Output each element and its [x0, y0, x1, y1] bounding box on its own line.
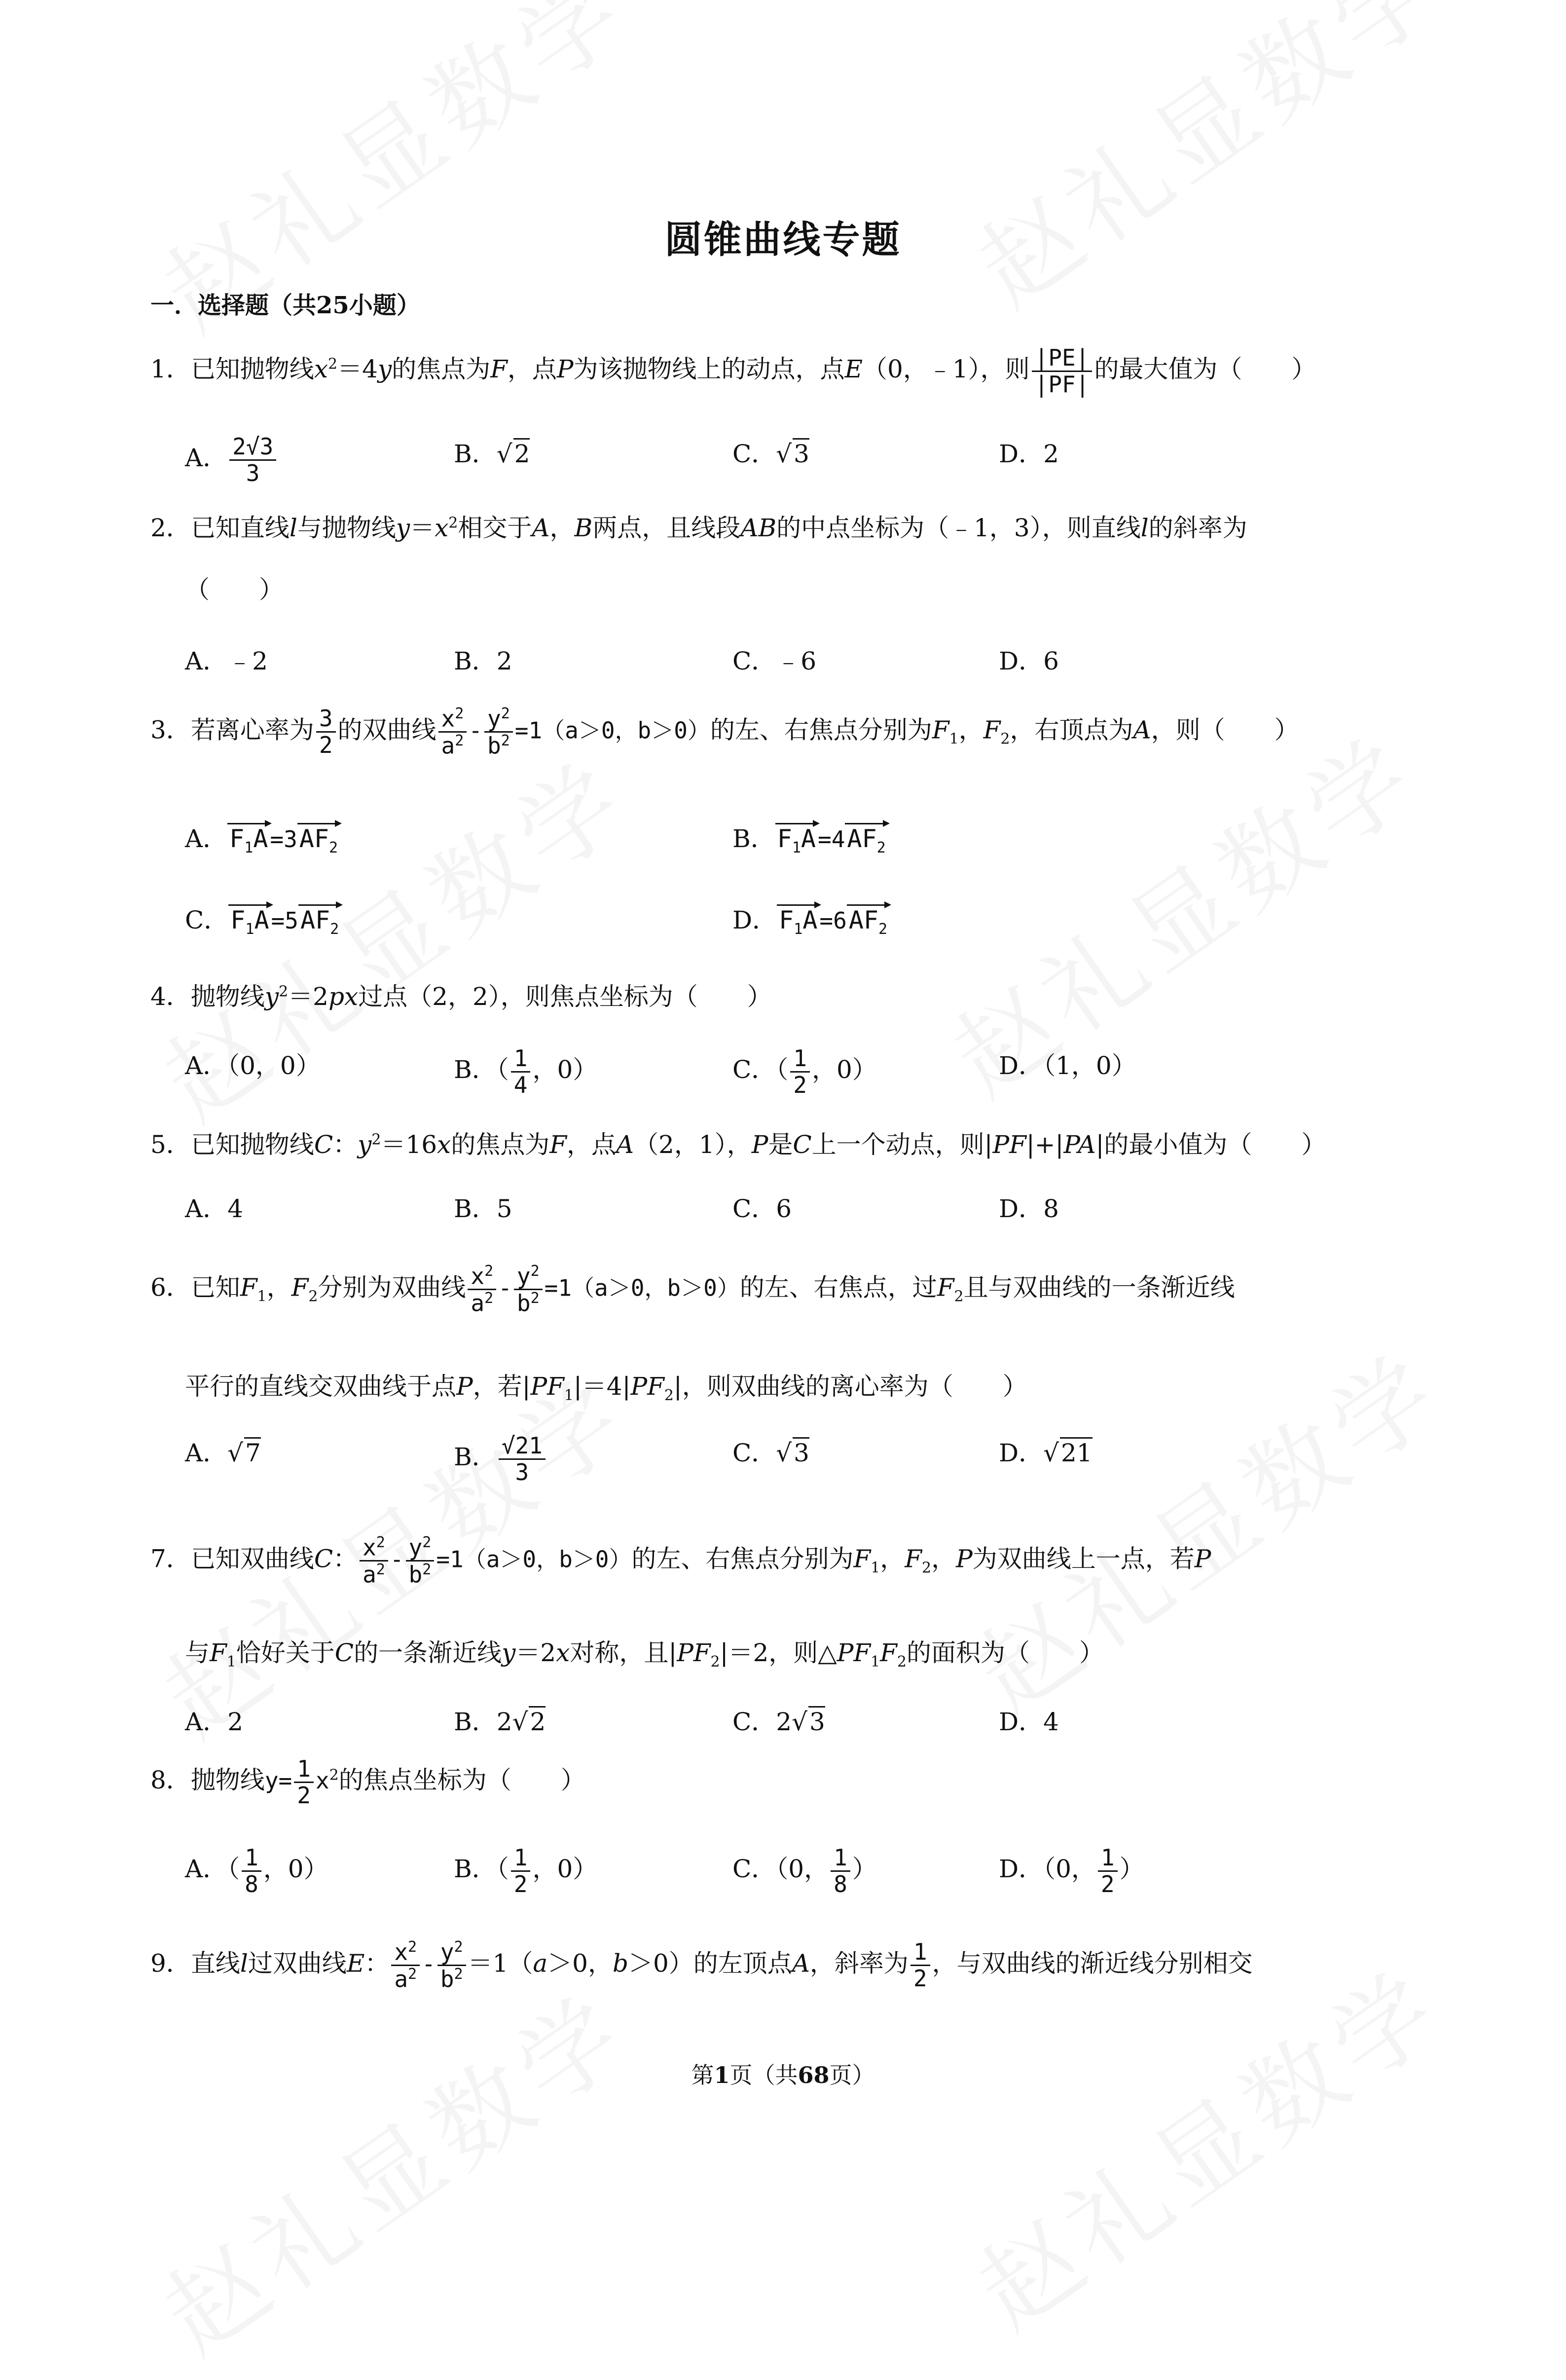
- q-var: px: [328, 982, 359, 1011]
- fraction: [294, 1756, 314, 1808]
- paren: ，0）: [263, 1855, 328, 1884]
- question-number: 8．: [150, 1766, 191, 1795]
- vector-f1a: $F_1A$: [777, 904, 819, 938]
- q-text: ＝: [410, 514, 435, 542]
- q-var: PF: [677, 1638, 711, 1667]
- fraction-y2-b2: $\frac{y^2}{b^2}$: [514, 1263, 543, 1316]
- q-var: b: [612, 1949, 628, 1978]
- option-label: C．: [732, 1055, 776, 1084]
- option-coef: =3: [270, 826, 297, 853]
- q-text: 与抛物线: [297, 514, 396, 542]
- q-var: F: [240, 1273, 257, 1302]
- question-1: [150, 345, 1433, 397]
- sqrt-value: 7: [244, 1437, 261, 1467]
- option-coef: =6: [819, 907, 847, 934]
- fraction-denominator: b: [487, 732, 501, 759]
- option-d[interactable]: D．8: [999, 1194, 1059, 1223]
- q-text: |＝2，则△: [720, 1638, 837, 1667]
- q-text: 为双曲线上一点，若: [972, 1544, 1195, 1573]
- q-text: ，: [266, 1273, 291, 1302]
- q-var: F: [905, 1544, 922, 1573]
- q-var: PF: [837, 1638, 871, 1667]
- fraction-denominator: 2: [319, 731, 333, 758]
- q-var: A: [616, 1130, 634, 1159]
- fraction-numerator: 1: [511, 1046, 531, 1073]
- q-var: F: [880, 1638, 897, 1667]
- fraction-slope: [910, 1939, 930, 1991]
- page-footer: [0, 2057, 1566, 2090]
- option-b[interactable]: B．2: [454, 647, 512, 675]
- q-text: 对称，且|: [570, 1638, 677, 1667]
- q-text: 分别为双曲线: [318, 1273, 466, 1302]
- q-var: PF: [530, 1372, 564, 1401]
- q-var: P: [1194, 1544, 1211, 1573]
- fraction-y2-b2: $\frac{y^2}{b^2}$: [437, 1939, 466, 1992]
- q-text: 已知双曲线: [190, 1544, 314, 1573]
- paren: （: [496, 1855, 509, 1884]
- q-var: F: [983, 715, 1001, 744]
- sqrt-coef: 2: [496, 1708, 512, 1736]
- q-var: F: [210, 1638, 227, 1667]
- q-var: F: [853, 1544, 871, 1573]
- fraction-numerator: 1: [294, 1756, 314, 1783]
- question-2-line2: （ ）: [185, 575, 284, 604]
- q-text: |，则双曲线的离心率为（ ）: [673, 1372, 1027, 1401]
- q-text: 的斜率为: [1148, 514, 1247, 542]
- q-var: AB: [740, 514, 777, 542]
- q-text: 的一条渐近线: [354, 1638, 502, 1667]
- q-text: 已知直线: [190, 514, 290, 542]
- fraction-numerator: 2√3: [229, 434, 276, 461]
- option-a[interactable]: A．﹣2: [185, 647, 268, 675]
- q-var: P: [956, 1544, 973, 1573]
- q-var: y: [502, 1638, 516, 1667]
- question-6-line2: 平行的直线交双曲线于点P，若$|PF_1|=4|PF_2|$，则双曲线的离心率为（ ）: [185, 1372, 1027, 1404]
- q-text: ，右顶点为: [1010, 715, 1133, 744]
- paren: （0，: [776, 1855, 829, 1884]
- q-var: y: [396, 514, 410, 542]
- q-var: PF: [992, 1130, 1026, 1159]
- q-text: ，点: [566, 1130, 616, 1159]
- fraction-numerator: √21: [499, 1433, 546, 1460]
- fraction-numerator: 3: [316, 706, 336, 733]
- q-var: F: [291, 1273, 309, 1302]
- q-text: 已知: [190, 1273, 240, 1302]
- paren: ，0）: [532, 1055, 598, 1084]
- vector-f1a: $F_1A$: [228, 904, 271, 938]
- option-c[interactable]: C．2√3: [732, 1702, 825, 1738]
- vector-af2: $AF_2$: [847, 904, 889, 938]
- fraction-denominator: 2: [1100, 1870, 1115, 1897]
- option-a[interactable]: [185, 819, 340, 856]
- option-b[interactable]: [454, 1046, 597, 1097]
- footer-text: 页）: [829, 2062, 875, 2088]
- q-text: 的双曲线: [337, 715, 437, 744]
- q-var: x: [437, 1130, 451, 1159]
- q-text: 的左、右焦点，过: [739, 1273, 937, 1302]
- q-operator: -: [469, 717, 482, 744]
- paren: （0，: [1043, 1855, 1096, 1884]
- q-text: ，则（ ）: [1151, 715, 1299, 744]
- q-text: 上一个动点，则|: [811, 1130, 993, 1159]
- q-sup: 2: [329, 1766, 339, 1784]
- option-d[interactable]: D．4: [999, 1708, 1059, 1736]
- q-text: |+|: [1026, 1130, 1064, 1159]
- q-text: 平行的直线交双曲线于点: [185, 1372, 456, 1401]
- fraction-x2-a2: $\frac{x^2}{a^2}$: [468, 1263, 496, 1316]
- q-text: 抛物线: [190, 982, 265, 1011]
- page-title: 圆锥曲线专题: [664, 218, 902, 261]
- fraction-denominator: 2: [297, 1782, 311, 1809]
- fraction-numerator: 1: [910, 1939, 930, 1966]
- fraction: [229, 434, 276, 485]
- sqrt-coef: 2: [776, 1708, 792, 1736]
- section-heading: [150, 286, 420, 320]
- sqrt-value: 3: [808, 1706, 825, 1736]
- question-number: 2．: [150, 514, 191, 542]
- option-b[interactable]: [454, 1433, 547, 1485]
- q-var: F: [490, 355, 508, 384]
- q-var: A: [532, 514, 550, 542]
- q-text: （2，1），: [634, 1130, 752, 1159]
- sqrt-value: 3: [793, 1437, 809, 1467]
- question-number: 5．: [150, 1130, 191, 1159]
- fraction: [242, 1845, 261, 1897]
- fraction: [511, 1845, 531, 1897]
- sqrt-value: 21: [1060, 1437, 1093, 1467]
- q-var: l: [1140, 514, 1149, 542]
- fraction: [831, 1845, 850, 1897]
- q-text: 与: [185, 1638, 210, 1667]
- fraction-denominator: 8: [834, 1870, 847, 1897]
- q-text: 的焦点坐标为（ ）: [338, 1766, 585, 1795]
- vector-f1a: $F_1A$: [775, 823, 818, 856]
- option-a[interactable]: [185, 1845, 328, 1897]
- q-var: l: [240, 1949, 248, 1978]
- q-var: C: [793, 1130, 812, 1159]
- fraction-pe-pf: [1032, 345, 1093, 397]
- paren: （: [496, 1055, 509, 1084]
- q-var: C: [314, 1544, 333, 1573]
- paren: （: [776, 1055, 789, 1084]
- q-text: 的最大值为（ ）: [1094, 355, 1316, 384]
- option-label: A．: [185, 444, 228, 473]
- sqrt-value: 2: [513, 438, 530, 468]
- fraction-numerator: 1: [1098, 1845, 1118, 1872]
- q-text: ，若|: [473, 1372, 531, 1401]
- q-var: x: [315, 1767, 329, 1794]
- option-label: C．: [185, 906, 229, 934]
- q-text: 已知抛物线: [190, 355, 314, 384]
- q-text: ，斜率为: [809, 1949, 909, 1978]
- paren: ）: [1119, 1855, 1144, 1884]
- question-8: [150, 1756, 1433, 1808]
- fraction-numerator: |PE|: [1032, 345, 1093, 372]
- q-equation: =1（a＞0，b＞0）: [514, 717, 710, 744]
- question-number: 4．: [150, 982, 191, 1011]
- q-text: 直线: [190, 1949, 240, 1978]
- q-text: 相交于: [458, 514, 532, 542]
- fraction: [499, 1433, 546, 1485]
- q-text: ＝16: [381, 1130, 437, 1159]
- option-label: D．: [732, 906, 777, 934]
- q-text: 已知抛物线: [190, 1130, 314, 1159]
- q-text: ＝2: [515, 1638, 556, 1667]
- option-d[interactable]: D．6: [999, 647, 1059, 675]
- q-var: l: [289, 514, 297, 542]
- q-text: 抛物线: [190, 1766, 265, 1795]
- fraction-denominator: 2: [913, 1965, 927, 1992]
- q-text: 的左、右焦点分别为: [631, 1544, 854, 1573]
- paren: ，0）: [811, 1055, 877, 1084]
- option-d[interactable]: D．（1，0）: [999, 1051, 1136, 1080]
- option-label: C．: [732, 440, 776, 468]
- q-text: 的焦点为: [451, 1130, 550, 1159]
- q-text: ：: [333, 1544, 358, 1573]
- fraction: [511, 1046, 531, 1097]
- option-c[interactable]: [185, 900, 341, 938]
- q-text: 的面积为（ ）: [906, 1638, 1104, 1667]
- option-d[interactable]: D．2: [999, 440, 1059, 468]
- fraction-x2-a2: $\frac{x^2}{a^2}$: [391, 1939, 420, 1992]
- option-label: B．: [454, 1443, 497, 1472]
- q-var: C: [314, 1130, 333, 1159]
- fraction-denominator: 3: [515, 1458, 529, 1486]
- option-label: B．: [732, 824, 775, 853]
- q-text: 恰好关于: [236, 1638, 335, 1667]
- option-a[interactable]: [185, 434, 278, 485]
- fraction-numerator: 1: [790, 1046, 810, 1073]
- q-text: 的左、右焦点分别为: [710, 715, 932, 744]
- q-text: （0，﹣1），则: [863, 355, 1030, 384]
- option-label: A．: [185, 824, 228, 853]
- q-equation: =1（a＞0，b＞0）: [436, 1546, 632, 1573]
- question-number: 9．: [150, 1949, 191, 1978]
- question-3: 3．若离心率为 $\frac{3}{2}$ 的双曲线 $\frac{x^2}{a^2}$ - $\frac{y^2}{b^2}$ =1（a＞0，b＞0）的左、右焦点分别为$F_1$，$F_2$，右顶点为A，则（ ）: [150, 705, 1299, 759]
- question-number: 7．: [150, 1544, 191, 1573]
- q-text: ＞0）的左顶点: [628, 1949, 792, 1978]
- vector-af2: $AF_2$: [845, 823, 887, 856]
- option-label: B．: [454, 1855, 497, 1884]
- option-coef: =4: [818, 826, 845, 853]
- option-d[interactable]: [732, 900, 889, 938]
- fraction-y2-b2: $\frac{y^2}{b^2}$: [484, 706, 513, 758]
- option-b[interactable]: B．2√2: [454, 1702, 546, 1738]
- q-var: A: [792, 1949, 810, 1978]
- option-a[interactable]: A．（0，0）: [185, 1051, 321, 1080]
- q-var: x: [314, 355, 328, 384]
- option-label: D．: [999, 1855, 1044, 1884]
- vector-af2: $AF_2$: [297, 823, 340, 856]
- question-2: [150, 513, 1433, 543]
- option-b[interactable]: [732, 819, 888, 856]
- option-a[interactable]: A．4: [185, 1194, 243, 1223]
- option-label: A．: [185, 1439, 228, 1467]
- q-text: ，: [549, 514, 575, 542]
- q-var: PA: [1063, 1130, 1096, 1159]
- vector-af2: $AF_2$: [298, 904, 341, 938]
- q-text: 过点（2，2），则焦点坐标为（ ）: [358, 982, 772, 1011]
- q-text: 过双曲线: [248, 1949, 347, 1978]
- sqrt-value: 2: [529, 1706, 546, 1736]
- option-c[interactable]: C．√3: [732, 1433, 809, 1469]
- q-var: P: [456, 1372, 473, 1401]
- q-text: 两点，且线段: [592, 514, 741, 542]
- q-var: P: [556, 355, 574, 384]
- q-var: F: [549, 1130, 567, 1159]
- q-text: ，点: [507, 355, 557, 384]
- q-sup: 2: [448, 514, 458, 532]
- fraction-denominator: 3: [246, 459, 260, 486]
- page-total: 68: [798, 2062, 830, 2088]
- q-var: C: [334, 1638, 354, 1667]
- question-number: 3．: [150, 715, 191, 744]
- q-var: y: [264, 982, 279, 1011]
- question-5: 5．已知抛物线C：$y^2=16x$的焦点为F，点A（2，1），P是C上一个动点，则|PF|+|PA|的最小值为（ ）: [150, 1130, 1326, 1159]
- q-text: ＞0，: [547, 1949, 613, 1978]
- fraction-numerator: y: [487, 705, 501, 732]
- paren: （: [227, 1855, 240, 1884]
- q-var: a: [533, 1949, 548, 1978]
- section-count: 25: [316, 292, 349, 319]
- q-text: |的最小值为（ ）: [1095, 1130, 1326, 1159]
- option-label: C．: [732, 1708, 776, 1736]
- fraction-denominator: a: [441, 732, 455, 759]
- option-coef: =5: [271, 907, 298, 934]
- vector-f1a: $F_1A$: [227, 823, 270, 856]
- fraction-denominator: 8: [245, 1870, 258, 1897]
- section-tail: 小题）: [349, 292, 420, 319]
- q-text: 是: [768, 1130, 793, 1159]
- option-label: B．: [454, 440, 497, 468]
- q-var: F: [932, 715, 949, 744]
- q-var: PF: [630, 1372, 664, 1401]
- option-d[interactable]: [999, 1845, 1144, 1897]
- option-c[interactable]: C．√3: [732, 434, 809, 470]
- q-equation: y=: [264, 1767, 292, 1794]
- fraction-denominator: 4: [513, 1071, 528, 1098]
- q-text: ：: [333, 1130, 358, 1159]
- question-7-line2: 与$F_1$恰好关于C的一条渐近线y＝2x对称，且$|PF_2|=2$，则$\triangle PF_1F_2$的面积为（ ）: [185, 1638, 1104, 1671]
- q-equation: =1（a＞0，b＞0）: [544, 1274, 740, 1302]
- fraction: [790, 1046, 810, 1097]
- q-text: |＝4|: [573, 1372, 631, 1401]
- fraction-denominator: 2: [513, 1870, 528, 1897]
- question-9: 9．直线l过双曲线E： $\frac{x^2}{a^2}$ - $\frac{y^2}{b^2}$ ＝1（a＞0，b＞0）的左顶点A，斜率为 $\frac{1}{2}$ ，与双曲线的渐近线分别相交: [150, 1938, 1253, 1993]
- option-label: C．: [732, 1855, 776, 1884]
- sqrt-value: 3: [793, 438, 809, 468]
- q-var: E: [844, 355, 863, 384]
- fraction-x2-a2: $\frac{x^2}{a^2}$: [360, 1534, 388, 1587]
- option-label: A．: [185, 1855, 228, 1884]
- q-text: ，与双曲线的渐近线分别相交: [932, 1949, 1253, 1978]
- question-4: 4．抛物线$y^2=2px$过点（2，2），则焦点坐标为（ ）: [150, 982, 772, 1011]
- footer-text: 第: [691, 2062, 714, 2088]
- fraction-numerator: x: [441, 705, 455, 732]
- q-text: ：: [364, 1949, 390, 1978]
- option-c[interactable]: C．6: [732, 1194, 792, 1223]
- q-var: B: [574, 514, 593, 542]
- footer-text: 页（共: [729, 2062, 798, 2088]
- option-b[interactable]: B．√2: [454, 434, 530, 470]
- q-text: 为该抛物线上的动点，点: [573, 355, 845, 384]
- q-var: x: [435, 514, 449, 542]
- question-number: 1．: [150, 355, 191, 384]
- fraction-x2-a2: $\frac{x^2}{a^2}$: [438, 706, 467, 758]
- option-c[interactable]: [732, 1046, 877, 1097]
- q-var: F: [937, 1273, 954, 1302]
- q-sup: 2: [328, 355, 338, 373]
- option-label: D．: [999, 1439, 1044, 1467]
- paren: ）: [852, 1855, 877, 1884]
- fraction-eccentricity: [316, 706, 336, 757]
- section-label: 一．选择题（共: [150, 292, 317, 319]
- question-7: 7．已知双曲线C： $\frac{x^2}{a^2}$ - $\frac{y^2}{b^2}$ =1（a＞0，b＞0）的左、右焦点分别为$F_1$，$F_2$，P为双曲线上一点，若P: [150, 1534, 1211, 1588]
- fraction-numerator: 1: [511, 1845, 531, 1872]
- question-6: 6．已知$F_1$，$F_2$分别为双曲线 $\frac{x^2}{a^2}$ - $\frac{y^2}{b^2}$ =1（a＞0，b＞0）的左、右焦点，过$F_2$且与双曲线的一条渐近线: [150, 1263, 1235, 1317]
- q-text: ＝1（: [468, 1949, 533, 1978]
- option-c[interactable]: [732, 1845, 877, 1897]
- option-a[interactable]: A．√7: [185, 1433, 261, 1469]
- question-number: 6．: [150, 1273, 191, 1302]
- page-number: 1: [714, 2062, 730, 2088]
- q-text: 若离心率为: [190, 715, 314, 744]
- fraction-numerator: 1: [831, 1845, 850, 1872]
- fraction-denominator: 2: [793, 1071, 807, 1098]
- fraction-y2-b2: $\frac{y^2}{b^2}$: [406, 1534, 435, 1587]
- q-var: y: [358, 1130, 372, 1159]
- option-label: C．: [732, 1439, 776, 1467]
- paren: ，0）: [532, 1855, 598, 1884]
- q-text: 的中点坐标为（﹣1，3），则直线: [776, 514, 1141, 542]
- q-text: ，: [880, 1544, 905, 1573]
- option-b[interactable]: B．5: [454, 1194, 512, 1223]
- q-var: E: [346, 1949, 365, 1978]
- q-text: 的焦点为: [392, 355, 491, 384]
- option-label: B．: [454, 1708, 497, 1736]
- q-var: y: [377, 355, 392, 384]
- fraction: [1098, 1845, 1118, 1897]
- option-c[interactable]: C．﹣6: [732, 647, 817, 675]
- q-text: ＝4: [337, 355, 378, 384]
- q-var: x: [556, 1638, 570, 1667]
- q-text: ＝2: [288, 982, 328, 1011]
- option-b[interactable]: [454, 1845, 597, 1897]
- q-text: ，: [931, 1544, 956, 1573]
- option-label: B．: [454, 1055, 497, 1084]
- option-d[interactable]: D．√21: [999, 1433, 1093, 1469]
- q-var: P: [751, 1130, 768, 1159]
- q-var: A: [1133, 715, 1151, 744]
- fraction-numerator: 1: [242, 1845, 261, 1872]
- q-text: 且与双曲线的一条渐近线: [963, 1273, 1235, 1302]
- option-a[interactable]: A．2: [185, 1708, 243, 1736]
- fraction-denominator: |PF|: [1034, 371, 1090, 398]
